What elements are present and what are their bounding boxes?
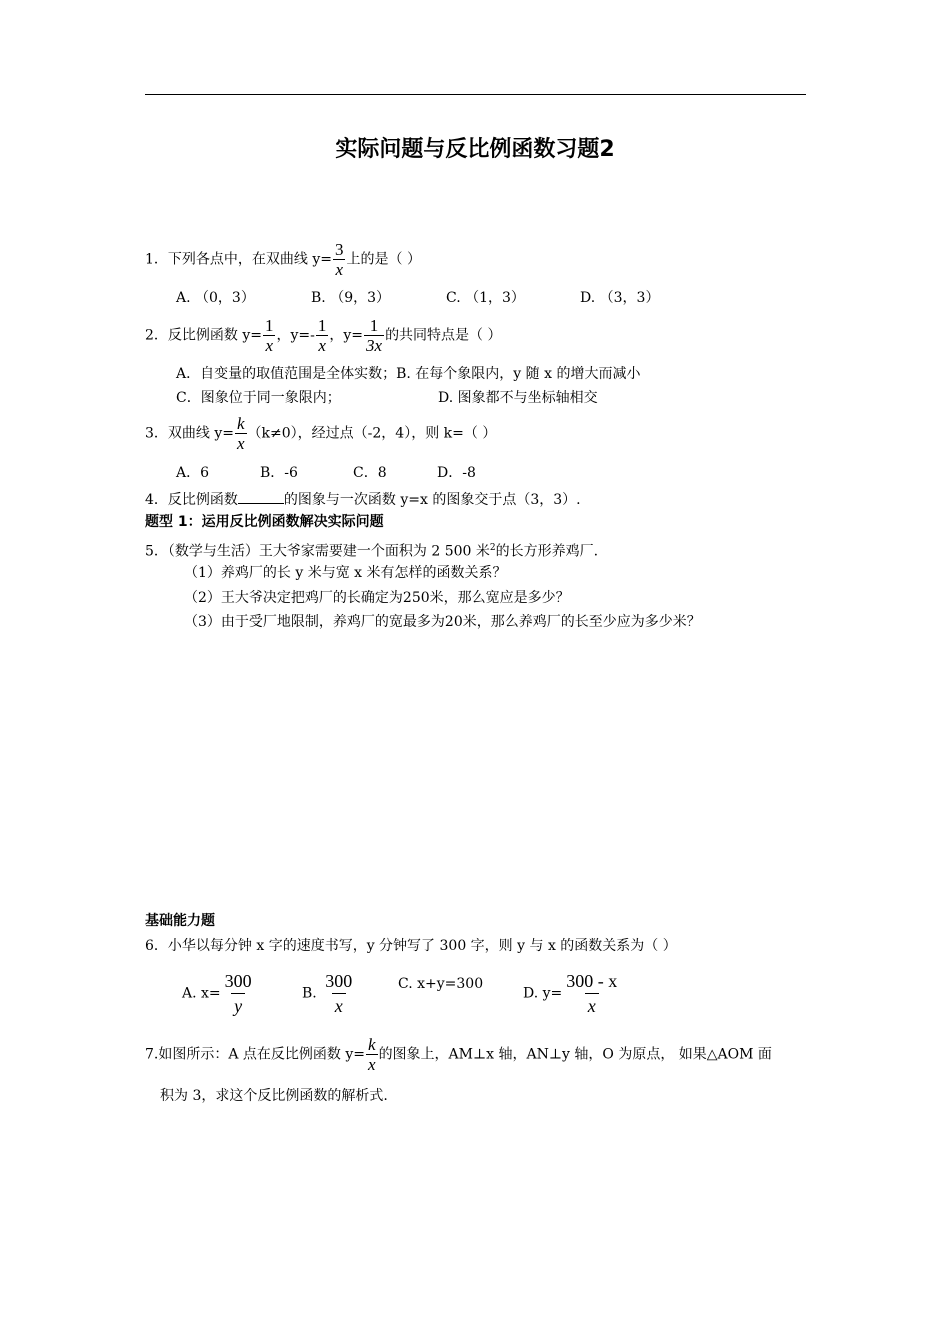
q6-option-c: C. x+y=300 [398, 976, 484, 992]
fraction: $\frac{300}{x}$ [325, 971, 353, 1016]
q7-line-2: 积为 3，求这个反比例函数的解析式. [160, 1088, 388, 1104]
q3-option-b: B．-6 [260, 465, 298, 481]
fraction: $\frac{3}{x}$ [335, 240, 344, 279]
q5-part-2: （2）王大爷决定把鸡厂的长确定为250米，那么宽应是多少？ [184, 590, 570, 606]
q1-option-c: C. （1，3） [446, 290, 525, 306]
q3-option-a: A．6 [176, 465, 210, 481]
q2-option-c: C．图象位于同一象限内； [176, 390, 341, 406]
fraction: $\frac{k}{x}$ [237, 414, 245, 453]
fraction: $\frac{300}{y}$ [224, 971, 252, 1016]
question-2: 2．反比例函数 y= $\frac{1}{x}$ ，y=- $\frac{1}{x}$ ，y= $\frac{1}{3x}$ 的共同特点是（ ） [145, 316, 502, 355]
question-1: 1．下列各点中，在双曲线 y= $\frac{3}{x}$ 上的是（ ） [145, 240, 421, 279]
question-3: 3．双曲线 y= $\frac{k}{x}$ （k≠0），经过点（-2，4），则 k=（ ） [145, 414, 497, 453]
q2-options-ab: A．自变量的取值范围是全体实数；B. 在每个象限内，y 随 x 的增大而减小 [176, 366, 641, 382]
section-heading-1: 题型 1：运用反比例函数解决实际问题 [145, 514, 384, 530]
q2-option-d: D. 图象都不与坐标轴相交 [438, 390, 598, 406]
q5-part-1: （1）养鸡厂的长 y 米与宽 x 米有怎样的函数关系？ [184, 565, 507, 581]
q1-option-a: A. （0，3） [176, 290, 255, 306]
answer-blank [238, 489, 284, 504]
fraction: $\frac{1}{x}$ [265, 316, 274, 355]
section-heading-2: 基础能力题 [145, 913, 215, 929]
q6-option-a: A. x= $\frac{300}{y}$ [182, 969, 256, 1018]
fraction: $\frac{300 - x}{x}$ [566, 971, 618, 1016]
fraction: $\frac{k}{x}$ [368, 1035, 376, 1074]
question-5: 5．（数学与生活）王大爷家需要建一个面积为 2 500 米$^2$的长方形养鸡厂. [145, 543, 599, 560]
page-title: 实际问题与反比例函数习题2 [335, 137, 615, 162]
question-4: 4．反比例函数 的图象与一次函数 y=x 的图象交于点（3，3）. [145, 489, 581, 510]
fraction: $\frac{1}{x}$ [317, 316, 327, 355]
q3-option-c: C．8 [353, 465, 387, 481]
q3-option-d: D．-8 [437, 465, 476, 481]
fraction: $\frac{1}{3x}$ [366, 316, 383, 355]
q6-option-d: D. y= $\frac{300 - x}{x}$ [523, 969, 621, 1018]
q1-option-b: B. （9，3） [311, 290, 391, 306]
question-7: 7.如图所示：A 点在反比例函数 y= $\frac{k}{x}$ 的图象上，AM⊥x 轴，AN⊥y 轴，O 为原点， 如果△AOM 面 [145, 1035, 772, 1074]
question-6: 6．小华以每分钟 x 字的速度书写，y 分钟写了 300 字，则 y 与 x 的函数关系为（ ） [145, 938, 677, 954]
header-rule [145, 94, 806, 95]
q6-option-b: B. $\frac{300}{x}$ [302, 969, 356, 1018]
q5-part-3: （3）由于受厂地限制，养鸡厂的宽最多为20米，那么养鸡厂的长至少应为多少米？ [184, 614, 701, 630]
q1-option-d: D. （3，3） [580, 290, 660, 306]
